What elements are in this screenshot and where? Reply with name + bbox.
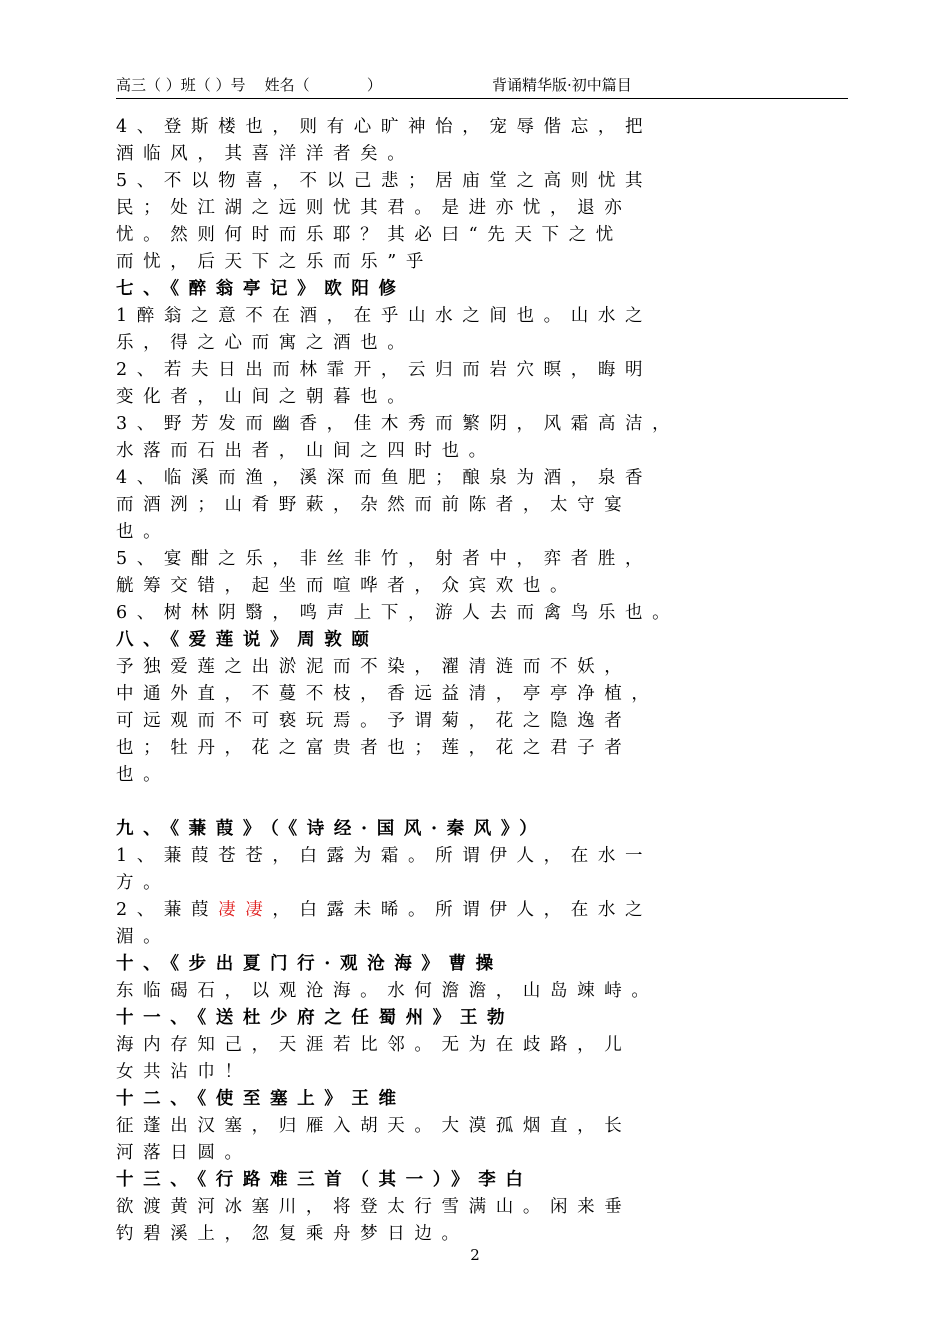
text-line: 民；处江湖之远则忧其君。是进亦忧，退亦 <box>116 198 632 218</box>
text-segment: ，白露未晞。所谓伊人，在水之 <box>272 900 653 920</box>
text-line: 可远观而不可亵玩焉。予谓菊，花之隐逸者 <box>116 711 632 731</box>
text-line: 3、野芳发而幽香，佳木秀而繁阴，风霜高洁， <box>116 414 680 434</box>
text-line: 征蓬出汉塞，归雁入胡天。大漠孤烟直，长 <box>116 1116 632 1136</box>
blank-line <box>116 789 876 816</box>
text-line-with-highlight <box>116 897 876 924</box>
text-line: 东临碣石，以观沧海。水何澹澹，山岛竦峙。 <box>116 981 659 1001</box>
text-line: 中通外直，不蔓不枝，香远益清，亭亭净植， <box>116 684 659 704</box>
document-body <box>116 114 876 1248</box>
section-heading: 八、《爱莲说》周敦颐 <box>116 630 379 650</box>
text-line: 2、若夫日出而林霏开，云归而岩穴暝，晦明 <box>116 360 653 380</box>
text-line: 6、树林阴翳，鸣声上下，游人去而禽鸟乐也。 <box>116 603 680 623</box>
page-header <box>116 76 848 99</box>
text-line: 乐，得之心而寓之酒也。 <box>116 333 415 353</box>
text-line: 而忧，后天下之乐而乐”乎 <box>116 252 433 272</box>
text-line: 也；牡丹，花之富贵者也；莲，花之君子者 <box>116 738 632 758</box>
section-heading: 十一、《送杜少府之任蜀州》王勃 <box>116 1008 515 1028</box>
text-line: 河落日圆。 <box>116 1143 252 1163</box>
text-line: 1醉翁之意不在酒，在乎山水之间也。山水之 <box>116 306 653 326</box>
text-line: 忧。然则何时而乐耶？其必曰“先天下之忧 <box>116 225 623 245</box>
header-student-info: 高三（ ）班（ ）号 姓名（ ） <box>116 76 382 94</box>
text-line: 予独爱莲之出淤泥而不染，濯清涟而不妖， <box>116 657 632 677</box>
text-line: 钓碧溪上，忽复乘舟梦日边。 <box>116 1224 469 1244</box>
text-line: 5、不以物喜，不以己悲；居庙堂之高则忧其 <box>116 171 653 191</box>
section-heading: 十、《步出夏门行·观沧海》曹操 <box>116 954 503 974</box>
text-line: 海内存知己，天涯若比邻。无为在歧路，儿 <box>116 1035 632 1055</box>
section-heading: 九、《蒹葭》（《诗经·国风·秦风》） <box>116 819 547 839</box>
text-line: 水落而石出者，山间之四时也。 <box>116 441 496 461</box>
header-doc-title: 背诵精华版·初中篇目 <box>492 76 632 94</box>
text-segment: 2、蒹葭 <box>116 900 219 920</box>
text-line: 4、临溪而渔，溪深而鱼肥；酿泉为酒，泉香 <box>116 468 653 488</box>
text-line: 湄。 <box>116 927 171 947</box>
section-heading: 十三、《行路难三首（其一）》李白 <box>116 1170 533 1190</box>
page-number: 2 <box>470 1246 480 1264</box>
text-line: 也。 <box>116 522 171 542</box>
text-line: 欲渡黄河冰塞川，将登太行雪满山。闲来垂 <box>116 1197 632 1217</box>
section-heading: 七、《醉翁亭记》欧阳修 <box>116 279 406 299</box>
text-line: 变化者，山间之朝暮也。 <box>116 387 415 407</box>
section-heading: 十二、《使至塞上》王维 <box>116 1089 406 1109</box>
text-line: 觥筹交错，起坐而喧哗者，众宾欢也。 <box>116 576 578 596</box>
text-line: 酒临风，其喜洋洋者矣。 <box>116 144 415 164</box>
highlighted-text: 凄凄 <box>218 900 273 920</box>
text-line: 4、登斯楼也，则有心旷神怡，宠辱偕忘，把 <box>116 117 653 137</box>
text-line: 方。 <box>116 873 171 893</box>
text-line: 5、宴酣之乐，非丝非竹，射者中，弈者胜， <box>116 549 653 569</box>
text-line: 1、蒹葭苍苍，白露为霜。所谓伊人，在水一 <box>116 846 653 866</box>
text-line: 女共沾巾！ <box>116 1062 252 1082</box>
text-line: 也。 <box>116 765 171 785</box>
text-line: 而酒洌；山肴野蔌，杂然而前陈者，太守宴 <box>116 495 632 515</box>
